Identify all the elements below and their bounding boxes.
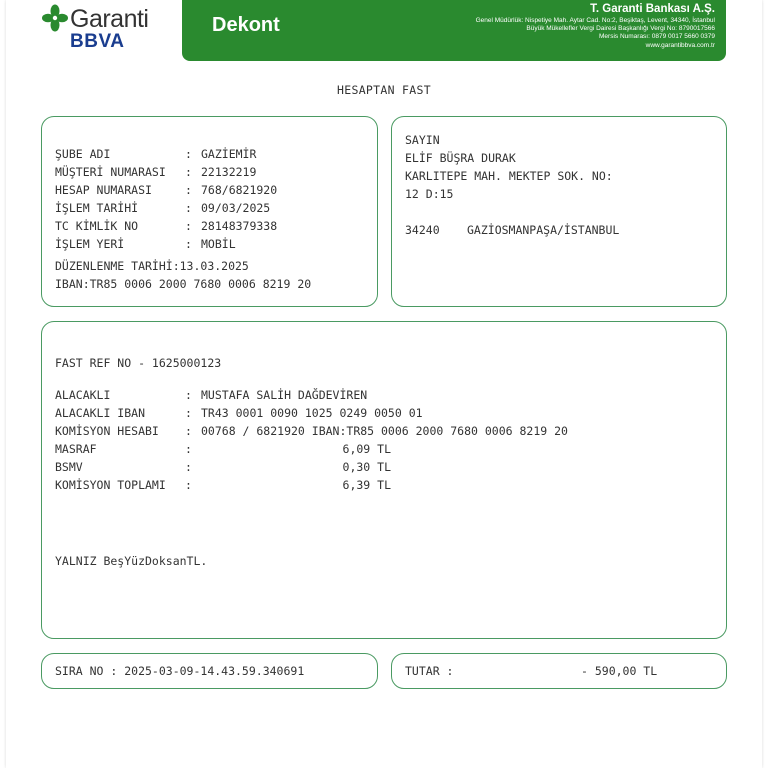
transfer-type-title: HESAPTAN FAST xyxy=(337,83,431,97)
fee-label: BSMV xyxy=(55,460,83,474)
bank-website: www.garantibbva.com.tr xyxy=(645,41,715,49)
field-row-receiver-iban: ALACAKLI IBAN : TR43 0001 0090 1025 0249 0050 01 xyxy=(55,406,423,420)
fee-label: KOMİSYON TOPLAMI xyxy=(55,478,166,492)
field-row-branch: ŞUBE ADI : GAZİEMİR xyxy=(55,147,257,161)
recipient-name: ELİF BÜŞRA DURAK xyxy=(405,151,516,165)
field-row-transaction-date: İŞLEM TARİHİ : 09/03/2025 xyxy=(55,201,271,215)
total-label: TUTAR : xyxy=(405,664,454,678)
address-box xyxy=(391,116,727,307)
field-value: GAZİEMİR xyxy=(201,147,257,161)
clover-logo-icon xyxy=(42,4,68,34)
field-label: İŞLEM TARİHİ xyxy=(55,201,139,215)
total-amount: - 590,00 TL xyxy=(581,664,658,678)
fee-amount: 6,39 TL xyxy=(342,478,391,492)
fast-ref-no: FAST REF NO - 1625000123 xyxy=(55,356,222,370)
amount-in-words: YALNIZ BeşYüzDoksanTL. xyxy=(55,554,208,568)
header-band xyxy=(182,0,726,61)
fee-amount: 0,30 TL xyxy=(342,460,391,474)
field-label: İŞLEM YERİ xyxy=(55,237,125,251)
field-value: MOBİL xyxy=(201,237,236,251)
sequence-number: SIRA NO : 2025-03-09-14.43.59.340691 xyxy=(55,664,305,678)
logo-wordmark: Garanti xyxy=(70,5,149,33)
field-row-channel: İŞLEM YERİ : MOBİL xyxy=(55,237,236,251)
bank-mersis-line: Mersis Numarası: 0879 0017 5660 0379 xyxy=(599,33,715,41)
field-value: 22132219 xyxy=(201,165,257,179)
field-label: MÜŞTERİ NUMARASI xyxy=(55,165,166,179)
bank-info xyxy=(476,2,715,50)
fee-amount: 6,09 TL xyxy=(342,442,391,456)
field-value: 00768 / 6821920 IBAN:TR85 0006 2000 7680 0006 8219 20 xyxy=(201,424,568,438)
account-info-box xyxy=(41,116,378,307)
field-row-commission-account: KOMİSYON HESABI : 00768 / 6821920 IBAN:TR85 0006 2000 7680 0006 8219 20 xyxy=(55,424,568,438)
bank-name: T. Garanti Bankası A.Ş. xyxy=(590,3,715,15)
garanti-bbva-logo xyxy=(42,4,162,54)
bank-tax-line: Büyük Mükellefler Vergi Dairesi Başkanlığı Vergi No: 8790017566 xyxy=(526,25,715,33)
city: GAZİOSMANPAŞA/İSTANBUL xyxy=(467,223,620,237)
field-row-receiver: ALACAKLI : MUSTAFA SALİH DAĞDEVİREN xyxy=(55,388,368,402)
field-value: 768/6821920 xyxy=(201,183,278,197)
field-value: MUSTAFA SALİH DAĞDEVİREN xyxy=(201,388,368,402)
field-row-customer-no: MÜŞTERİ NUMARASI : 22132219 xyxy=(55,165,257,179)
logo-bbva-text: BBVA xyxy=(70,31,125,52)
salutation: SAYIN xyxy=(405,133,440,147)
bank-address-line: Genel Müdürlük: Nispetiye Mah. Aytar Cad. No:2, Beşiktaş, Levent, 34340, İstanbul xyxy=(475,17,715,24)
field-label: HESAP NUMARASI xyxy=(55,183,152,197)
transfer-details-box xyxy=(41,321,727,639)
postal-code: 34240 xyxy=(405,223,440,237)
address-line-2: 12 D:15 xyxy=(405,187,454,201)
field-value: 09/03/2025 xyxy=(201,201,271,215)
issue-date: DÜZENLENME TARİHİ:13.03.2025 xyxy=(55,259,249,273)
fee-row-bsmv: BSMV : 0,30 TL xyxy=(55,460,391,474)
account-iban: IBAN:TR85 0006 2000 7680 0006 8219 20 xyxy=(55,277,312,291)
field-row-account-no: HESAP NUMARASI : 768/6821920 xyxy=(55,183,278,197)
field-value: 28148379338 xyxy=(201,219,278,233)
field-value: TR43 0001 0090 1025 0249 0050 01 xyxy=(201,406,423,420)
field-label: TC KİMLİK NO xyxy=(55,219,139,233)
sequence-box xyxy=(41,653,378,689)
field-label: ALACAKLI xyxy=(55,388,111,402)
total-box xyxy=(391,653,727,689)
fee-label: MASRAF xyxy=(55,442,97,456)
field-label: KOMİSYON HESABI xyxy=(55,424,159,438)
fee-row-masraf: MASRAF : 6,09 TL xyxy=(55,442,391,456)
document-title: Dekont xyxy=(212,14,280,36)
address-line-1: KARLITEPE MAH. MEKTEP SOK. NO: xyxy=(405,169,613,183)
fee-row-commission-total: KOMİSYON TOPLAMI : 6,39 TL xyxy=(55,478,391,492)
field-label: ŞUBE ADI xyxy=(55,147,111,161)
field-row-tc-id: TC KİMLİK NO : 28148379338 xyxy=(55,219,278,233)
field-label: ALACAKLI IBAN xyxy=(55,406,146,420)
